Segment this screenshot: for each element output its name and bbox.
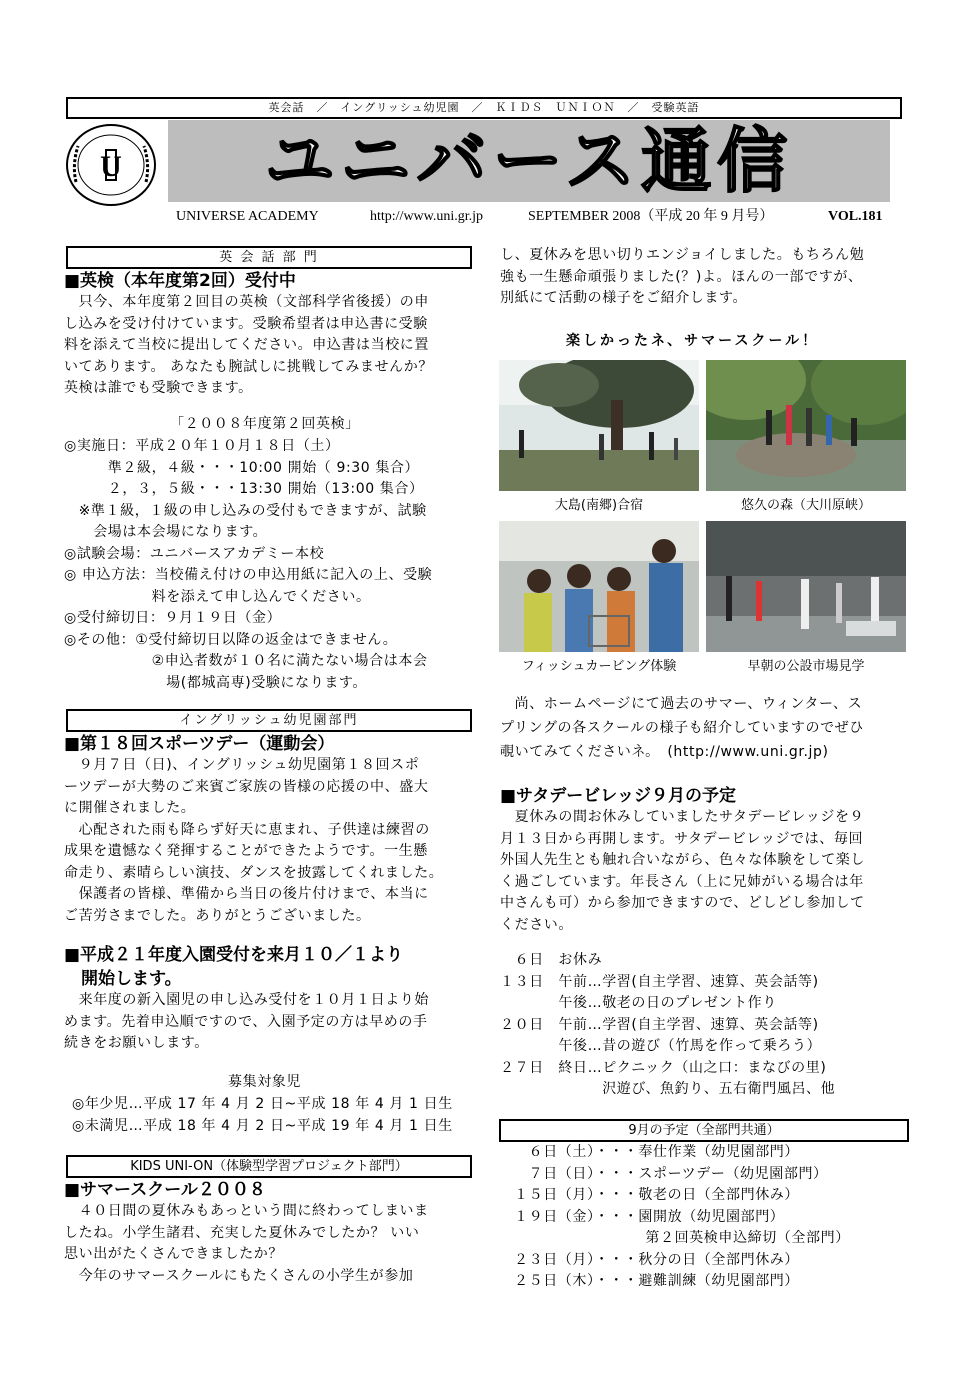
- text-line: ーツデーが大勢のご来賓ご家族の皆様の応援の中、盛大: [64, 778, 429, 795]
- text-line: 場(都城高専)受験になります。: [64, 674, 368, 691]
- text-line: 料を添えて当校に提出してください。申込書は当校に置: [64, 337, 429, 353]
- section-kids-union: KIDS UNI-ON（体験型学習プロジェクト部門）: [66, 1155, 472, 1178]
- schedule-item: 第２回英検申込締切（全部門）: [514, 1230, 850, 1246]
- text-line: に開催されました。: [64, 800, 196, 816]
- text-line: 準２級，４級・・・10:00 開始（ 9:30 集合）: [64, 459, 420, 476]
- text-line: ②申込者数が１０名に満たない場合は本会: [64, 653, 428, 669]
- summer-school-body-cont: [500, 245, 912, 310]
- text-line: ◎その他：①受付締切日以降の返金はできません。: [64, 631, 398, 648]
- text-line: ◎受付締切日：９月１９日（金）: [64, 610, 282, 626]
- text-line: く過ごしています。年長さん（上に兄姉がいる場合は年: [500, 873, 864, 890]
- section-eikaiwa: 英 会 話 部 門: [66, 246, 472, 269]
- summer-school-heading: ■サマースクール２００８: [64, 1180, 266, 1200]
- schedule-item: ７日（日）・・・スポーツデー（幼児園部門）: [514, 1165, 828, 1182]
- text-line: し、夏休みを思い切りエンジョイしました。もちろん勉: [500, 247, 865, 263]
- text-line: めます。先着申込順ですので、入園予定の方は早めの手: [64, 1013, 428, 1030]
- text-line: 尚、ホームページにて過去のサマー、ウィンター、ス: [500, 696, 863, 712]
- text-line: ◎試験会場：ユニバースアカデミー本校: [64, 545, 325, 562]
- masthead: [168, 120, 890, 202]
- text-line: 中さんも可）から参加できますので、どしどし参加して: [500, 895, 865, 911]
- text-line: ◎ 申込方法：当校備え付けの申込用紙に記入の上、受験: [64, 567, 433, 583]
- photo-market-tour: [706, 521, 906, 652]
- caption-market: 早朝の公設市場見学: [747, 659, 865, 674]
- admission-heading: ■平成２１年度入園受付を来月１０／１より: [64, 945, 404, 965]
- recruitment-list: [72, 1094, 453, 1137]
- text-line: 別紙にて活動の様子をご紹介します。: [500, 290, 748, 306]
- schedule-item: ２７日 終日…ピクニック（山之口：まなびの里): [500, 1059, 827, 1076]
- text-line: ※準１級，１級の申し込みの受付もできますが、試験: [64, 502, 427, 519]
- admission-body: [64, 990, 474, 1055]
- text-line: 思い出がたくさんできましたか？: [64, 1246, 283, 1262]
- photo-section-title: 楽しかったネ、サマースクール！: [566, 333, 820, 349]
- schedule-item: ２３日（月）・・・秋分の日（全部門休み）: [514, 1251, 799, 1268]
- text-line: ご苦労さまでした。ありがとうございました。: [64, 907, 371, 924]
- text-line: したね。小学生諸君、充実した夏休みでしたか？ いい: [64, 1224, 420, 1241]
- caption-oshima: 大島(南郷)合宿: [554, 498, 644, 513]
- text-line: ４０日間の夏休みもあっという間に終わってしまいま: [64, 1203, 429, 1219]
- saturday-body: [500, 807, 912, 936]
- list-item: ◎年少児…平成 17 年 4 月 2 日~平成 18 年 4 月 1 日生: [72, 1096, 453, 1112]
- eiken-title: 「２００８年度第２回英検」: [170, 416, 360, 432]
- schedule-item: １３日 午前…学習(自主学習、速算、英会話等): [500, 973, 819, 990]
- text-line: 只今、本年度第２回目の英検（文部科学省後援）の申: [64, 294, 429, 310]
- text-line: 月１３日から再開します。サタデービレッジでは、毎回: [500, 830, 864, 847]
- saturday-heading: ■サタデービレッジ９月の予定: [500, 786, 737, 806]
- saturday-schedule: [500, 950, 912, 1101]
- text-line: ください。: [500, 916, 573, 933]
- sportsday-body: [64, 755, 474, 927]
- text-line: ◎実施日：平成２０年１０月１８日（土）: [64, 438, 340, 454]
- text-line: 心配された雨も降らず好天に恵まれ、子供達は練習の: [64, 821, 430, 838]
- recruitment-title: 募集対象児: [228, 1074, 301, 1090]
- eiken-body: [64, 292, 474, 400]
- section-english-kids: イングリッシュ幼児園部門: [66, 709, 472, 732]
- text-line: 命走り、素晴らしい演技、ダンスを披露してくれました。: [64, 864, 444, 881]
- text-line: いてあります。 あなたも腕試しに挑戦してみませんか？: [64, 358, 433, 375]
- text-line: 保護者の皆様、準備から当日の後片付けまで、本当に: [64, 886, 429, 902]
- schedule-item: ６日 お休み: [500, 952, 603, 968]
- text-line: ２，３，５級・・・13:30 開始（13:00 集合）: [64, 481, 424, 497]
- text-line: ９月７日（日)、イングリッシュ幼児園第１８回スポ: [64, 757, 420, 773]
- photo-yukyu-forest: [706, 360, 906, 491]
- issue-date: SEPTEMBER 2008（平成 20 年 9 月号）: [528, 209, 774, 224]
- svg-text:U: U: [100, 150, 122, 183]
- eiken-heading: ■英検（本年度第2回）受付中: [64, 271, 296, 291]
- issue-volume: VOL.181: [828, 209, 883, 224]
- text-line: 強も一生懸命頑張りました(？)よ。ほんの一部ですが、: [500, 268, 863, 285]
- text-line: 成果を遺憾なく発揮することができたようです。一生懸: [64, 843, 428, 859]
- sportsday-heading: ■第１８回スポーツデー（運動会）: [64, 734, 335, 754]
- text-line: 英検は誰でも受験できます。: [64, 380, 253, 396]
- september-schedule: [514, 1142, 914, 1293]
- text-line: し込みを受け付けています。受験希望者は申込書に受験: [64, 315, 428, 332]
- caption-fish-carving: フィッシュカービング体験: [521, 659, 677, 674]
- text-line: 覗いてみてくださいネ。 (http://www.uni.gr.jp): [500, 744, 829, 760]
- academy-name: UNIVERSE ACADEMY: [176, 209, 319, 224]
- list-item: ◎未満児…平成 18 年 4 月 2 日~平成 19 年 4 月 1 日生: [72, 1117, 453, 1134]
- summer-school-body: [64, 1201, 474, 1287]
- photo-fish-carving: [499, 521, 699, 652]
- admission-heading-cont: 開始します。: [64, 969, 182, 989]
- text-line: 外国人先生とも触れ合いながら、色々な体験をして楽し: [500, 852, 865, 868]
- text-line: 夏休みの間お休みしていましたサタデービレッジを９: [500, 809, 865, 825]
- schedule-item: １９日（金）・・・園開放（幼児園部門）: [514, 1208, 785, 1225]
- text-line: プリングの各スクールの様子も紹介していますのでぜひ: [500, 720, 864, 736]
- photo-oshima-camp: [499, 360, 699, 491]
- homepage-note: [500, 692, 912, 764]
- website-url[interactable]: http://www.uni.gr.jp: [370, 209, 484, 224]
- eiken-details: [64, 436, 474, 694]
- schedule-item: ２５日（木）・・・避難訓練（幼児園部門）: [514, 1273, 799, 1289]
- masthead-title: ユニバース通信: [264, 120, 794, 202]
- schedule-item: ６日（土）・・・奉仕作業（幼児園部門）: [514, 1144, 799, 1160]
- text-line: 料を添えて申し込んでください。: [64, 588, 371, 605]
- text-line: 会場は本会場になります。: [64, 524, 268, 540]
- schedule-item: ２０日 午前…学習(自主学習、速算、英会話等): [500, 1016, 819, 1033]
- department-bar: 英会話 ／ イングリッシュ幼児園 ／ ＫＩＤＳ ＵＮＩＯＮ ／ 受験英語: [66, 97, 902, 119]
- section-september: 9月の予定（全部門共通）: [499, 1119, 909, 1142]
- schedule-item: 午後…敬老の日のプレゼント作り: [500, 995, 777, 1011]
- caption-yukyu: 悠久の森（大川原峡）: [740, 498, 871, 513]
- text-line: 来年度の新入園児の申し込み受付を１０月１日より始: [64, 992, 429, 1008]
- text-line: 続きをお願いします。: [64, 1035, 209, 1051]
- schedule-item: 午後…昔の遊び（竹馬を作って乗ろう）: [500, 1038, 822, 1054]
- schedule-item: 沢遊び、魚釣り、五右衛門風呂、他: [500, 1081, 836, 1097]
- schedule-item: １５日（月）・・・敬老の日（全部門休み）: [514, 1187, 799, 1203]
- text-line: 今年のサマースクールにもたくさんの小学生が参加: [64, 1267, 414, 1284]
- academy-logo: [64, 122, 158, 208]
